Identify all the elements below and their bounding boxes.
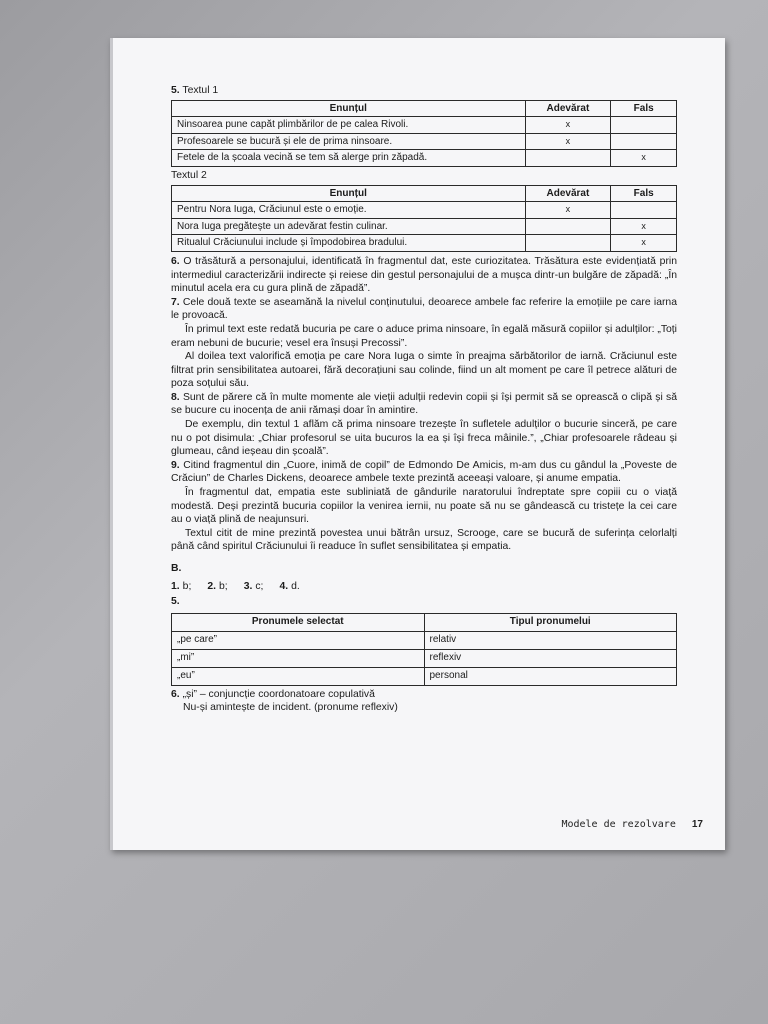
statement-cell: Profesoarele se bucură și ele de prima ninsoare. (172, 133, 526, 150)
statement-cell: Ninsoarea pune capăt plimbărilor de pe calea Rivoli. (172, 117, 526, 134)
table-row (172, 218, 677, 235)
page-content (171, 82, 677, 715)
question-7 (171, 296, 677, 323)
text2-label: Textul 2 (171, 169, 207, 181)
document-page (110, 38, 725, 850)
section-b-question-6-line-1: „și” – conjuncție coordonatoare copulativă (182, 688, 375, 700)
table-row (172, 667, 677, 685)
table-row (172, 631, 677, 649)
true-mark: x (525, 117, 611, 134)
section-b-label: B. (171, 563, 182, 574)
pronoun-table (171, 613, 677, 686)
answer-value: b; (219, 580, 228, 592)
false-mark (611, 117, 677, 134)
answer-number: 1. (171, 580, 180, 592)
question-6-number: 6. (171, 255, 180, 267)
question-7-number: 7. (171, 296, 180, 308)
pronoun-cell: „eu” (172, 667, 425, 685)
header-false: Fals (611, 185, 677, 202)
header-statement: Enunțul (172, 185, 526, 202)
header-true: Adevărat (525, 185, 611, 202)
page-footer (561, 819, 703, 830)
text1-label: Textul 1 (182, 85, 219, 96)
header-false: Fals (611, 100, 677, 117)
text2-table (171, 185, 677, 252)
answer-item (207, 580, 227, 594)
section-b-question-6-line-2: Nu-și amintește de incident. (pronume reflexiv) (183, 702, 398, 714)
question-7-paragraph-2: În primul text este redată bucuria pe care o aduce prima ninsoare, în egală măsură copiilor și adulților: „Toți eram nebuni de bucurie; vesel era însuși Precossi”. (171, 323, 677, 349)
false-mark: x (611, 235, 677, 252)
statement-cell: Fetele de la școala vecină se tem să alerge prin zăpadă. (172, 150, 526, 167)
answer-item (279, 580, 299, 594)
statement-cell: Nora Iuga pregătește un adevărat festin culinar. (172, 218, 526, 235)
question-7-paragraph-3: Al doilea text valorifică emoția pe care Nora Iuga o simte în preajma sărbătorilor de iarnă. Crăciunul este filtrat prin sensibilitatea autoarei, fără decorațiuni sau colinde, fiind un alt moment pe care îl petrece alături de poza soțului său. (171, 351, 677, 390)
question-9-paragraph-1: Citind fragmentul din „Cuore, inimă de copil” de Edmondo De Amicis, m-am dus cu gândul la „Poveste de Crăciun” de Charles Dickens, deoarece ambele texte prezintă aceeași valoare, și anume empatia. (171, 459, 678, 485)
answer-value: b; (182, 580, 192, 592)
header-true: Adevărat (525, 100, 611, 117)
question-8-paragraph-2: De exemplu, din textul 1 aflăm că prima ninsoare trezește în sufletele adulților o bucurie sinceră, pe care nu o pot disimula: „Chiar profesorul se uita bucuros la ea și își freca mâinile.”, „Chiar profesoarele râdeau și glumeau, când ieșeau din școală”. (171, 419, 677, 458)
table-header-row (172, 185, 677, 202)
header-pronoun-type: Tipul pronumelui (424, 613, 677, 631)
statement-cell: Ritualul Crăciunului include și împodobirea bradului. (172, 235, 526, 252)
answer-item (244, 580, 264, 594)
true-mark: x (525, 133, 611, 150)
question-9-number: 9. (171, 459, 180, 471)
table-row (172, 202, 677, 219)
answer-item (171, 580, 191, 594)
table-row (172, 649, 677, 667)
pronoun-type-cell: relativ (424, 631, 677, 649)
question-7-paragraph-1: Cele două texte se aseamănă la nivelul conținutului, deoarece ambele fac referire la emoțiile pe care iarna le provoacă. (171, 296, 677, 322)
text1-table (171, 100, 677, 167)
page-number: 17 (691, 819, 703, 830)
header-statement: Enunțul (172, 100, 526, 117)
question-5-number: 5. (171, 85, 180, 96)
true-mark (525, 150, 611, 167)
table-header-row (172, 613, 677, 631)
section-b-question-6-number: 6. (171, 688, 180, 700)
section-b-answers (171, 580, 677, 594)
question-9 (171, 459, 677, 486)
answer-number: 4. (279, 580, 289, 592)
true-mark (525, 218, 611, 235)
answer-value: d. (291, 580, 300, 592)
false-mark: x (611, 150, 677, 167)
answer-number: 3. (243, 580, 253, 592)
question-8-number: 8. (171, 391, 180, 403)
section-b-question-6 (171, 688, 677, 702)
pronoun-cell: „mi” (172, 649, 425, 667)
footer-label: Modele de rezolvare (561, 819, 676, 830)
false-mark (611, 133, 677, 150)
question-6 (171, 255, 677, 296)
question-9-paragraph-3: Textul citit de mine prezintă povestea unui bătrân ursuz, Scrooge, care se bucură de suferința celorlalți până când spiritul Crăciunului îi readuce în suflet sensibilitatea și empatia. (171, 527, 677, 553)
table-header-row (172, 100, 677, 117)
table-row (172, 117, 677, 134)
table-row (172, 150, 677, 167)
true-mark (525, 235, 611, 252)
table-row (172, 235, 677, 252)
false-mark: x (611, 218, 677, 235)
question-8 (171, 391, 677, 418)
text1-heading (171, 84, 677, 98)
section-b-question-5-number: 5. (171, 596, 180, 608)
answer-number: 2. (207, 580, 217, 592)
header-selected-pronoun: Pronumele selectat (172, 613, 425, 631)
pronoun-type-cell: personal (424, 667, 677, 685)
pronoun-type-cell: reflexiv (424, 649, 677, 667)
table-row (172, 133, 677, 150)
question-9-paragraph-2: În fragmentul dat, empatia este subliniată de gândurile naratorului îndreptate spre copiii cu o viață modestă. Deși prezintă bucuria copiilor la venirea iernii, nu poate să nu se gândească cu tristețe la cei care au o viață plină de neajunsuri. (171, 487, 677, 526)
false-mark (611, 202, 677, 219)
answer-value: c; (255, 580, 264, 592)
statement-cell: Pentru Nora Iuga, Crăciunul este o emoție. (172, 202, 526, 219)
pronoun-cell: „pe care” (172, 631, 425, 649)
question-8-paragraph-1: Sunt de părere că în multe momente ale vieții adulții redevin copii și își permit să se oprească o clipă și să se bucure cu inocența de anii rămași doar în amintire. (171, 391, 677, 417)
true-mark: x (525, 202, 611, 219)
question-6-text: O trăsătură a personajului, identificată în fragmentul dat, este curiozitatea. Trăsătura este evidențiată prin intermediul caracterizării indirecte și reiese din gestul personajului de a mușca dintr-un bulgăre de zăpadă: „În minutul acela era cu gura plină de zăpadă”. (171, 255, 677, 295)
